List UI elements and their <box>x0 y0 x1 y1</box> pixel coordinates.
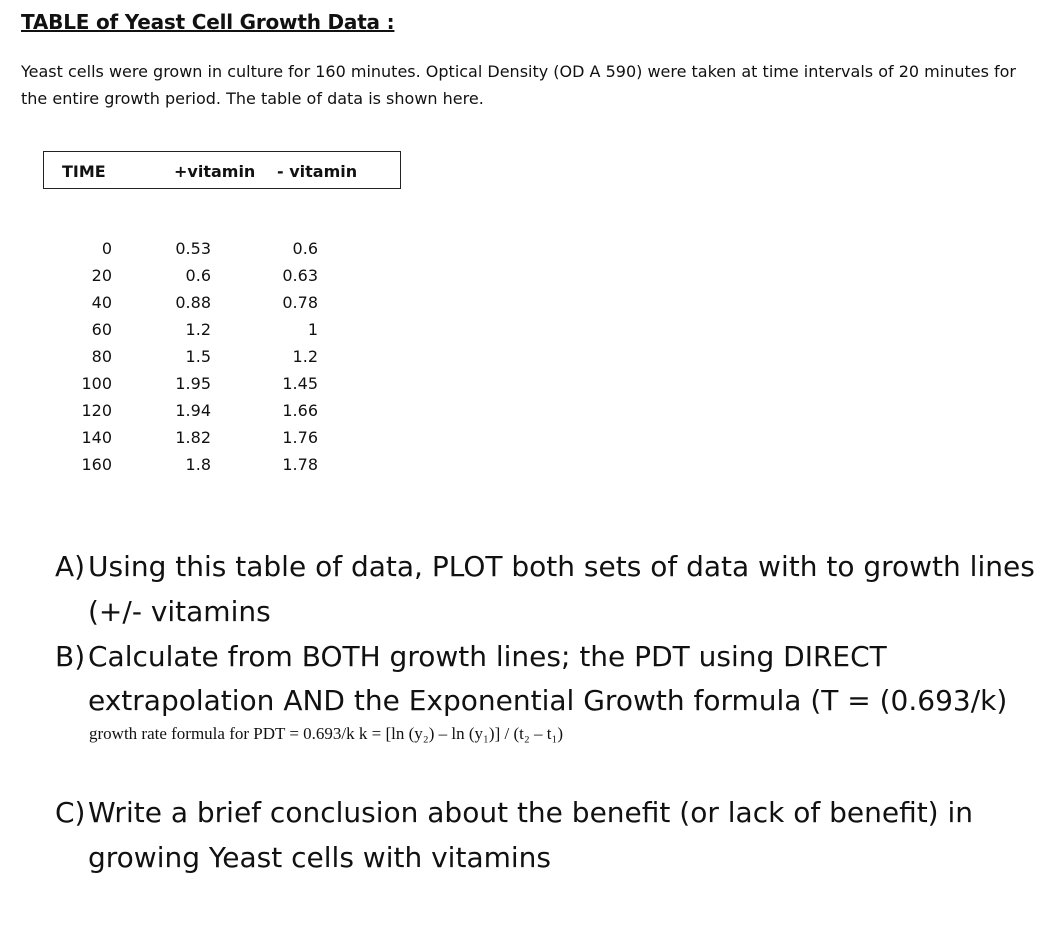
header-time: TIME <box>62 162 106 181</box>
table-row <box>43 316 318 343</box>
plus-vitamin-cell: 1.8 <box>185 455 211 474</box>
time-cell: 80 <box>91 347 112 366</box>
task-b-label: B) <box>55 640 86 673</box>
time-cell: 160 <box>81 455 112 474</box>
plus-vitamin-cell: 0.88 <box>175 293 211 312</box>
task-a-label: A) <box>55 550 86 583</box>
table-row <box>43 262 318 289</box>
header-minus-vitamin: - vitamin <box>277 162 358 181</box>
task-b-line1: Calculate from BOTH growth lines; the PDT using DIRECT <box>88 640 887 673</box>
plus-vitamin-cell: 1.95 <box>175 374 211 393</box>
time-cell: 0 <box>101 239 112 258</box>
growth-rate-formula: growth rate formula for PDT = 0.693/k k = [ln (y₂) – ln (y₁)] / (t₂ – t₁) <box>89 724 564 743</box>
minus-vitamin-cell: 0.6 <box>292 239 318 258</box>
time-cell: 140 <box>81 428 112 447</box>
task-c-label: C) <box>55 796 86 829</box>
plus-vitamin-cell: 0.6 <box>185 266 211 285</box>
header-plus-vitamin: +vitamin <box>174 162 256 181</box>
growth-data-table <box>43 235 318 478</box>
minus-vitamin-cell: 0.78 <box>282 293 318 312</box>
task-c-line2: growing Yeast cells with vitamins <box>88 841 551 874</box>
plus-vitamin-cell: 1.2 <box>185 320 211 339</box>
minus-vitamin-cell: 1.2 <box>292 347 318 366</box>
time-cell: 60 <box>91 320 112 339</box>
minus-vitamin-cell: 1.45 <box>282 374 318 393</box>
minus-vitamin-cell: 0.63 <box>282 266 318 285</box>
table-header <box>43 151 401 189</box>
time-cell: 20 <box>91 266 112 285</box>
task-b-line2: extrapolation AND the Exponential Growth formula (T = (0.693/k) <box>88 684 1008 717</box>
plus-vitamin-cell: 1.82 <box>175 428 211 447</box>
plus-vitamin-cell: 0.53 <box>175 239 211 258</box>
minus-vitamin-cell: 1 <box>307 320 318 339</box>
document-title: TABLE of Yeast Cell Growth Data : <box>21 10 395 34</box>
time-cell: 120 <box>81 401 112 420</box>
time-cell: 100 <box>81 374 112 393</box>
table-row <box>43 451 318 478</box>
plus-vitamin-cell: 1.94 <box>175 401 211 420</box>
time-cell: 40 <box>91 293 112 312</box>
task-a-line1: Using this table of data, PLOT both sets of data with to growth lines <box>88 550 1035 583</box>
table-row <box>43 343 318 370</box>
table-row <box>43 424 318 451</box>
task-c-line1: Write a brief conclusion about the benefit (or lack of benefit) in <box>88 796 974 829</box>
table-row <box>43 289 318 316</box>
plus-vitamin-cell: 1.5 <box>185 347 211 366</box>
minus-vitamin-cell: 1.76 <box>282 428 318 447</box>
table-row <box>43 235 318 262</box>
task-a-line2: (+/- vitamins <box>88 595 271 628</box>
table-row <box>43 370 318 397</box>
minus-vitamin-cell: 1.66 <box>282 401 318 420</box>
intro-paragraph: Yeast cells were grown in culture for 160 minutes. Optical Density (OD A 590) were taken at time intervals of 20 minutes for the entire growth period. The table of data is shown here. <box>21 62 1016 108</box>
table-row <box>43 397 318 424</box>
minus-vitamin-cell: 1.78 <box>282 455 318 474</box>
